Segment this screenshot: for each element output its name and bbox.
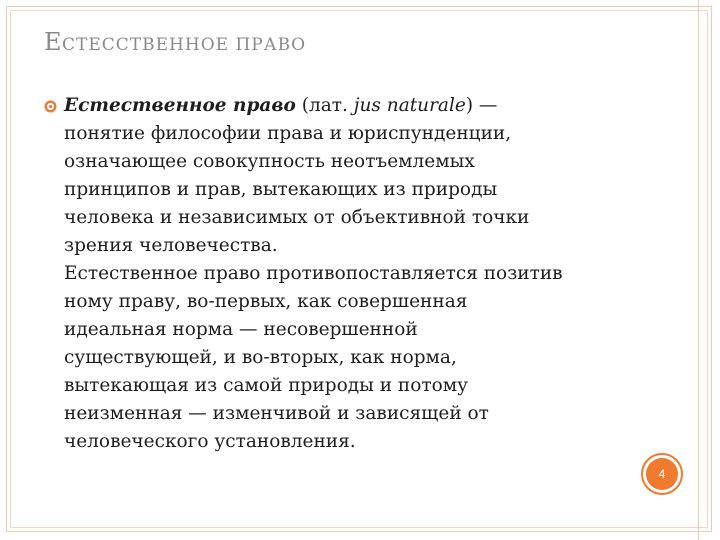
paragraph-line: принципов и прав, вытекающих из природы [64,179,498,200]
slide-title-rest: СТЕССТВЕННОЕ ПРАВО [62,35,307,55]
paragraph-line: неизменная — изменчивой и зависящей от [64,403,489,424]
paragraph-line: зрения человечества. [64,235,278,256]
paragraph-line: человеческого установления. [64,431,356,452]
definition-first-line [64,92,664,120]
defined-term: Естественное право [64,95,296,116]
latin-prefix: (лат. [295,95,354,116]
paragraph-line: существующей, и во-вторых, как норма, [64,347,457,368]
paragraph-line: означающее совокупность неотъемлемых [64,151,475,172]
latin-term: jus naturale [353,95,466,116]
slide-title [44,28,306,56]
slide-vertical-rule [698,0,699,540]
paragraph-line: Естественное право противопоставляется позитив [64,263,563,284]
page-number-badge [641,453,683,495]
slide-title-initial: Е [44,28,63,56]
paragraph-line: человека и независимых от объективной точки [64,207,530,228]
paragraph-line: идеальная норма — несовершенной [64,319,418,340]
paragraph-line: понятие философии права и юриспунденции, [64,123,512,144]
page-number: 4 [646,458,678,490]
latin-suffix: ) — [465,95,498,116]
paragraph-line: вытекающая из самой природы и потому [64,375,469,396]
circled-asterisk-icon [44,100,57,113]
definition-paragraph [64,92,664,456]
paragraph-line: ному праву, во-первых, как совершенная [64,291,468,312]
